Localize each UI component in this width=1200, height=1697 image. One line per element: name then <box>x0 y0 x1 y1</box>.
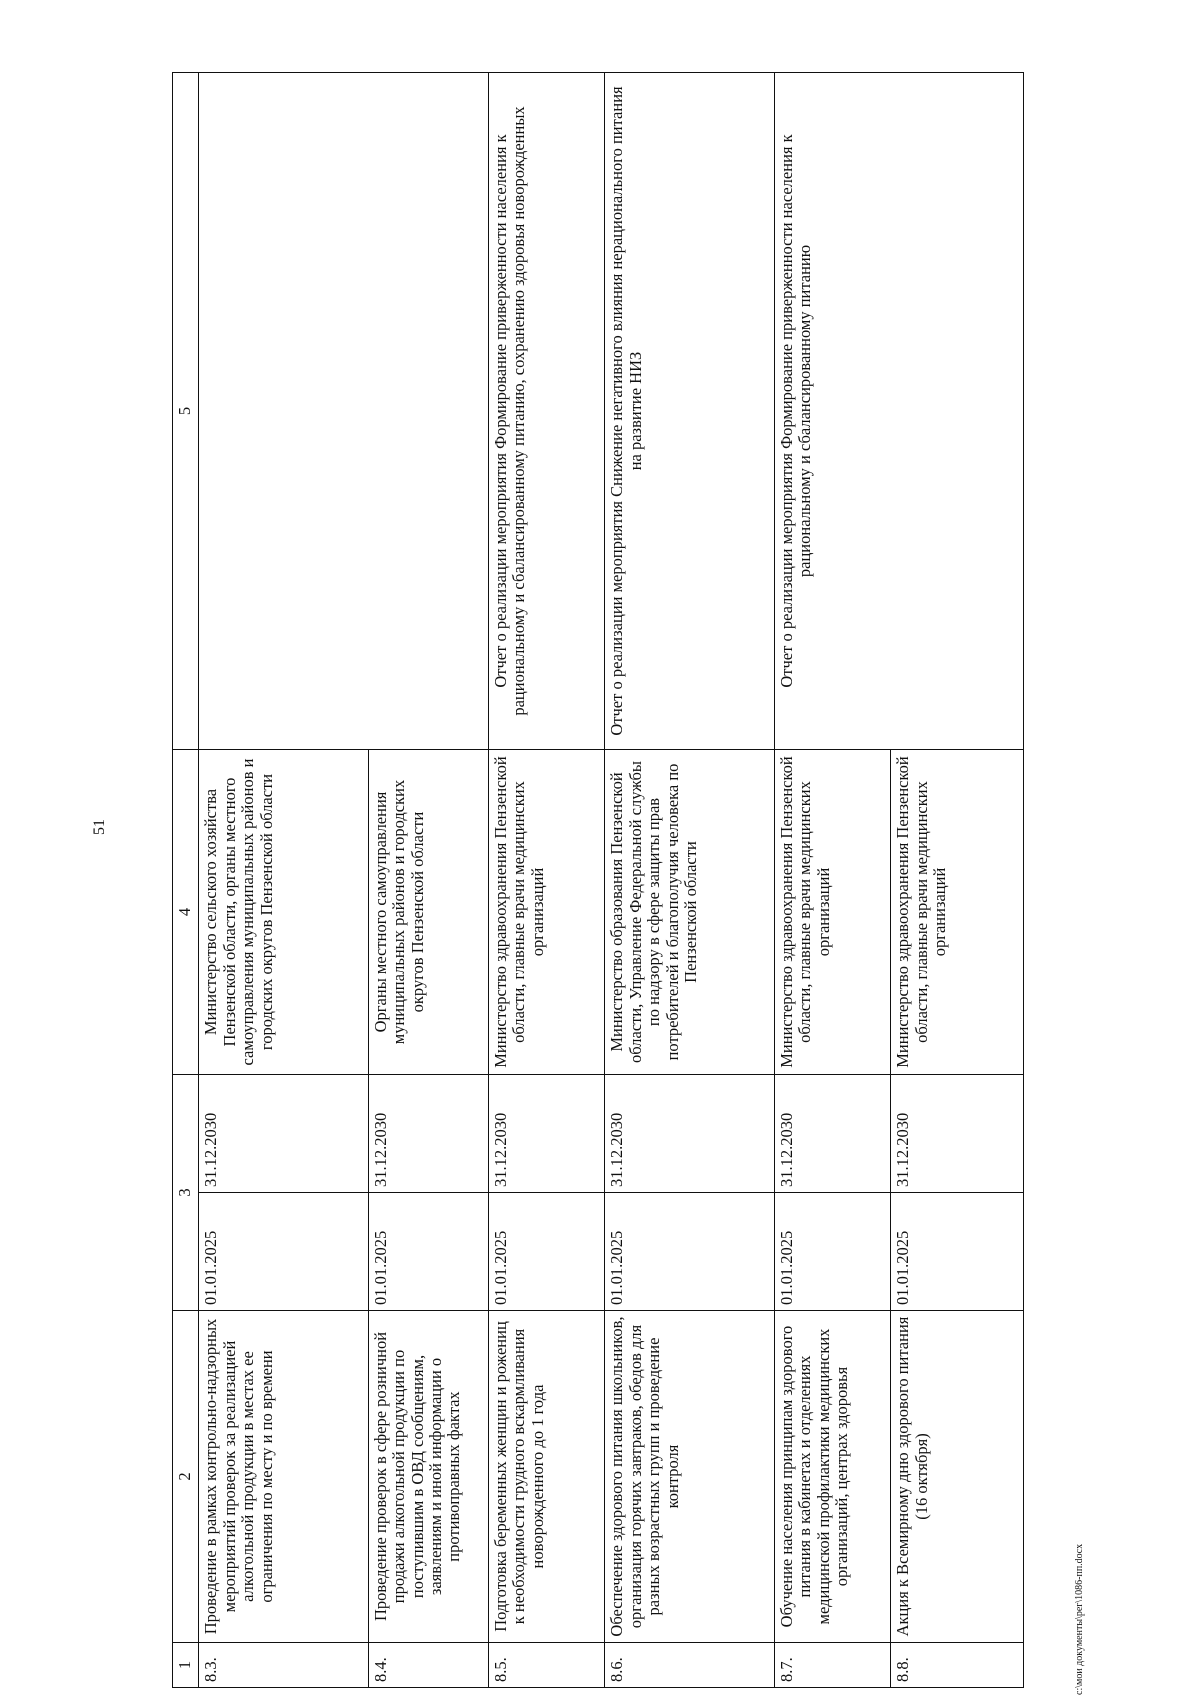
executor: Министерство здравоохранения Пензенской области, главные врачи медицинских организаций <box>774 750 891 1075</box>
start-date: 01.01.2025 <box>368 1193 488 1311</box>
measure-title: Подготовка беременных женщин и рожениц к необходимости грудного вскармливания новорожденного до 1 года <box>488 1311 605 1643</box>
measure-title: Проведение в рамках контрольно-надзорных мероприятий проверок за реализацией алкогольной продукции в местах ее ограничения по месту и по времени <box>199 1311 368 1643</box>
expected-result <box>199 73 488 750</box>
header-cell-3: 3 <box>173 1075 199 1311</box>
expected-result: Отчет о реализации мероприятия Формирование приверженности населения к рациональному и сбалансированному питанию, сохранению здоровья новорожденных <box>488 73 605 750</box>
executor: Органы местного самоуправления муниципальных районов и городских округов Пензенской области <box>368 750 488 1075</box>
end-date: 31.12.2030 <box>488 1075 605 1193</box>
start-date: 01.01.2025 <box>774 1193 891 1311</box>
row-number: 8.5. <box>488 1643 605 1688</box>
executor: Министерство образования Пензенской области, Управление Федеральной службы по надзору в сфере защиты прав потребителей и благополучия человека по Пензенской области <box>605 750 774 1075</box>
end-date: 31.12.2030 <box>774 1075 891 1193</box>
table-row <box>605 73 774 1688</box>
start-date: 01.01.2025 <box>488 1193 605 1311</box>
end-date: 31.12.2030 <box>605 1075 774 1193</box>
row-number: 8.3. <box>199 1643 368 1688</box>
table-header-row <box>173 73 199 1688</box>
executor: Министерство здравоохранения Пензенской области, главные врачи медицинских организаций <box>488 750 605 1075</box>
end-date: 31.12.2030 <box>199 1075 368 1193</box>
row-number: 8.8. <box>891 1643 1024 1688</box>
end-date: 31.12.2030 <box>368 1075 488 1193</box>
header-cell-2: 2 <box>173 1311 199 1643</box>
end-date: 31.12.2030 <box>891 1075 1024 1193</box>
table-row <box>774 73 891 1688</box>
row-number: 8.6. <box>605 1643 774 1688</box>
executor: Министерство здравоохранения Пензенской области, главные врачи медицинских организаций <box>891 750 1024 1075</box>
header-cell-4: 4 <box>173 750 199 1075</box>
footer-file-path: c:\мои документы\рег\1086-пп.docx <box>1074 1543 1085 1695</box>
measure-title: Обучение населения принципам здорового питания в кабинетах и отделениях медицинской профилактики медицинских организаций, центрах здоровья <box>774 1311 891 1643</box>
measure-title: Акция к Всемирному дню здорового питания (16 октября) <box>891 1311 1024 1643</box>
start-date: 01.01.2025 <box>199 1193 368 1311</box>
table-row <box>199 73 368 1688</box>
measure-title: Обеспечение здорового питания школьников, организация горячих завтраков, обедов для разных возрастных групп и проведение контроля <box>605 1311 774 1643</box>
header-cell-1: 1 <box>173 1643 199 1688</box>
table-row <box>488 73 605 1688</box>
expected-result: Отчет о реализации мероприятия Формирование приверженности населения к рациональному и сбалансированному питанию <box>774 73 1023 750</box>
page-number: 51 <box>91 819 108 835</box>
plan-table <box>172 72 1024 1688</box>
row-number: 8.7. <box>774 1643 891 1688</box>
header-cell-5: 5 <box>173 73 199 750</box>
expected-result: Отчет о реализации мероприятия Снижение негативного влияния нерационального питания на развитие НИЗ <box>605 73 774 750</box>
start-date: 01.01.2025 <box>891 1193 1024 1311</box>
start-date: 01.01.2025 <box>605 1193 774 1311</box>
executor: Министерство сельского хозяйства Пензенской области, органы местного самоуправления муниципальных районов и городских округов Пензенской области <box>199 750 368 1075</box>
measure-title: Проведение проверок в сфере розничной продажи алкогольной продукции по поступившим в ОВД сообщениям, заявлениям и иной информации о противоправных фактах <box>368 1311 488 1643</box>
row-number: 8.4. <box>368 1643 488 1688</box>
